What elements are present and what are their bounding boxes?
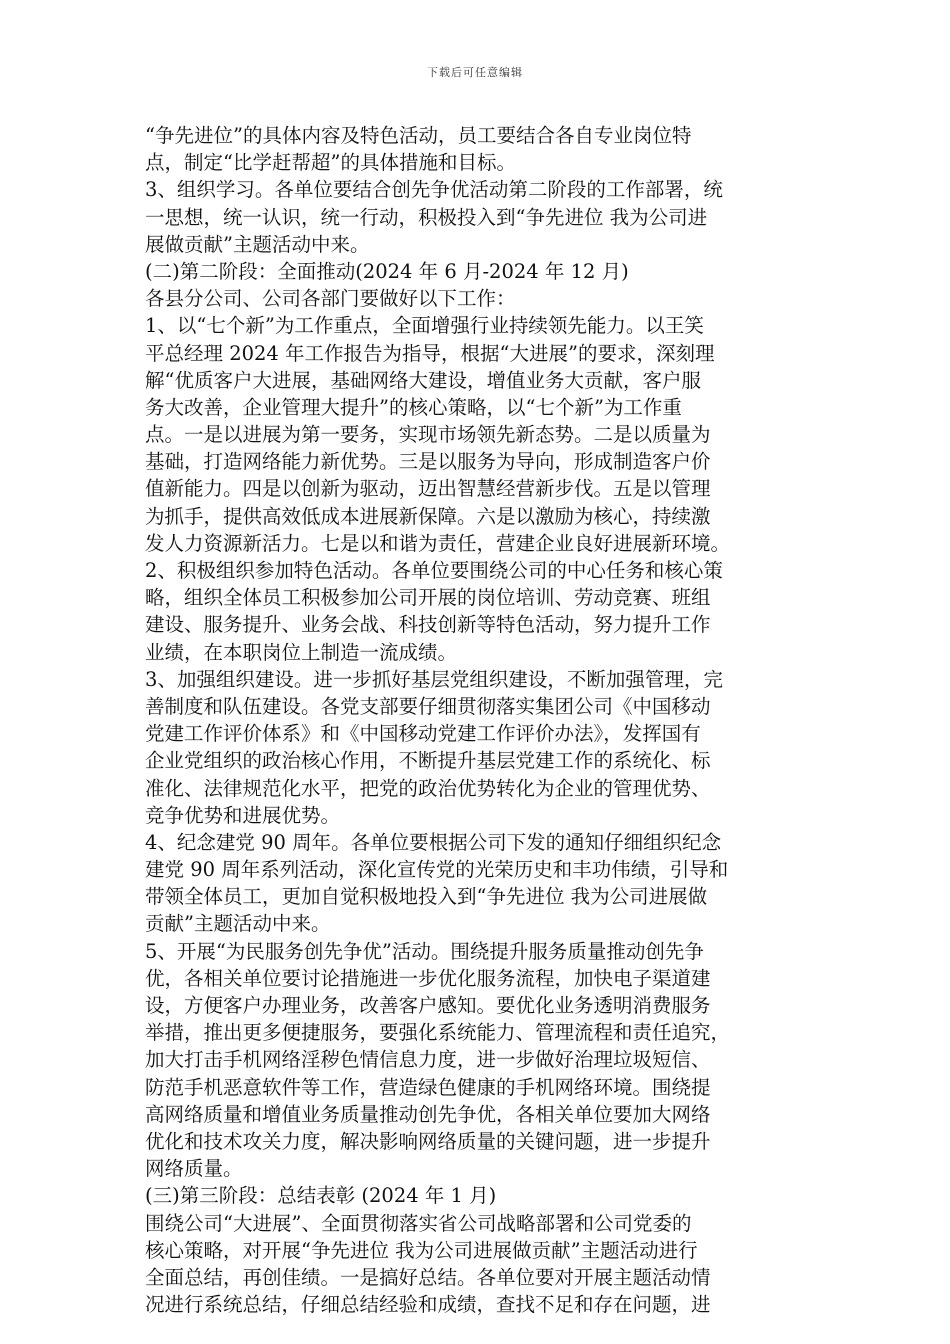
text-line: 值新能力。四是以创新为驱动，迈出智慧经营新步伐。五是以管理 [145, 477, 711, 501]
text-line: (三)第三阶段：总结表彰 (2024 年 1 月) [145, 1184, 497, 1208]
text-line: 略，组织全体员工积极参加公司开展的岗位培训、劳动竞赛、班组 [145, 586, 711, 610]
text-line: 建设、服务提升、业务会战、科技创新等特色活动，努力提升工作 [145, 613, 711, 637]
text-line: 一思想，统一认识，统一行动，积极投入到“争先进位 我为公司进 [145, 205, 708, 229]
text-line: 5、开展“为民服务创先争优”活动。围绕提升服务质量推动创先争 [145, 939, 704, 963]
text-line: 3、组织学习。各单位要结合创先争优活动第二阶段的工作部署，统 [145, 178, 723, 202]
text-line: 1、以“七个新”为工作重点，全面增强行业持续领先能力。以王笑 [145, 314, 704, 338]
text-line: 各县分公司、公司各部门要做好以下工作： [145, 287, 516, 311]
text-line: 企业党组织的政治核心作用，不断提升基层党建工作的系统化、标 [145, 749, 711, 773]
text-line: 带领全体员工，更加自觉积极地投入到“争先进位 我为公司进展做 [145, 885, 708, 909]
text-line: 党建工作评价体系》和《中国移动党建工作评价办法》，发挥国有 [145, 722, 701, 746]
text-line: 优，各相关单位要讨论措施进一步优化服务流程，加快电子渠道建 [145, 966, 711, 990]
text-line: 务大改善，企业管理大提升”的核心策略，以“七个新”为工作重 [145, 395, 682, 419]
text-line: 3、加强组织建设。进一步抓好基层党组织建设，不断加强管理，完 [145, 667, 723, 691]
text-line: 高网络质量和增值业务质量推动创先争优，各相关单位要加大网络 [145, 1102, 711, 1126]
text-line: 平总经理 2024 年工作报告为指导，根据“大进展”的要求，深刻理 [145, 341, 715, 365]
text-line: 优化和技术攻关力度，解决影响网络质量的关键问题，进一步提升 [145, 1129, 711, 1153]
text-line: 全面总结，再创佳绩。一是搞好总结。各单位要对开展主题活动情 [145, 1265, 711, 1289]
text-line: 防范手机恶意软件等工作，营造绿色健康的手机网络环境。围绕提 [145, 1075, 711, 1099]
text-line: 基础，打造网络能力新优势。三是以服务为导向，形成制造客户价 [145, 450, 711, 474]
text-line: 设，方便客户办理业务，改善客户感知。要优化业务透明消费服务 [145, 994, 711, 1017]
text-line: 加大打击手机网络淫秽色情信息力度，进一步做好治理垃圾短信、 [145, 1048, 711, 1072]
text-line: “争先进位”的具体内容及特色活动，员工要结合各自专业岗位特 [145, 124, 692, 147]
text-line: 4、纪念建党 90 周年。各单位要根据公司下发的通知仔细组织纪念 [145, 830, 722, 854]
text-line: 贡献”主题活动中来。 [145, 912, 331, 936]
text-line: 竞争优势和进展优势。 [145, 803, 341, 827]
text-line: 善制度和队伍建设。各党支部要仔细贯彻落实集团公司《中国移动 [145, 694, 711, 718]
text-line: 展做贡献”主题活动中来。 [145, 232, 370, 256]
text-line: 围绕公司“大进展”、全面贯彻落实省公司战略部署和公司党委的 [145, 1211, 692, 1235]
text-line: (二)第二阶段：全面推动(2024 年 6 月-2024 年 12 月) [145, 259, 629, 283]
text-line: 况进行系统总结，仔细总结经验和成绩，查找不足和存在问题，进 [145, 1293, 711, 1317]
text-line: 业绩，在本职岗位上制造一流成绩。 [145, 640, 458, 664]
text-line: 2、积极组织参加特色活动。各单位要围绕公司的中心任务和核心策 [145, 559, 723, 582]
text-line: 点，制定“比学赶帮超”的具体措施和目标。 [145, 151, 516, 175]
text-line: 准化、法律规范化水平，把党的政治优势转化为企业的管理优势、 [145, 776, 711, 800]
text-line: 核心策略，对开展“争先进位 我为公司进展做贡献”主题活动进行 [145, 1238, 698, 1262]
text-line: 为抓手，提供高效低成本进展新保障。六是以激励为核心，持续激 [145, 504, 711, 528]
text-line: 解“优质客户大进展，基础网络大建设，增值业务大贡献，客户服 [145, 368, 701, 392]
text-line: 网络质量。 [145, 1157, 243, 1181]
page-header: 下载后可任意编辑 [427, 66, 523, 79]
document-body [145, 122, 810, 1318]
text-line: 发人力资源新活力。七是以和谐为责任，营建企业良好进展新环境。 [145, 531, 731, 555]
text-line: 举措，推出更多便捷服务，要强化系统能力、管理流程和责任追究， [145, 1021, 731, 1045]
text-line: 建党 90 周年系列活动，深化宣传党的光荣历史和丰功伟绩，引导和 [145, 858, 729, 882]
text-line: 点。一是以进展为第一要务，实现市场领先新态势。二是以质量为 [145, 423, 711, 447]
